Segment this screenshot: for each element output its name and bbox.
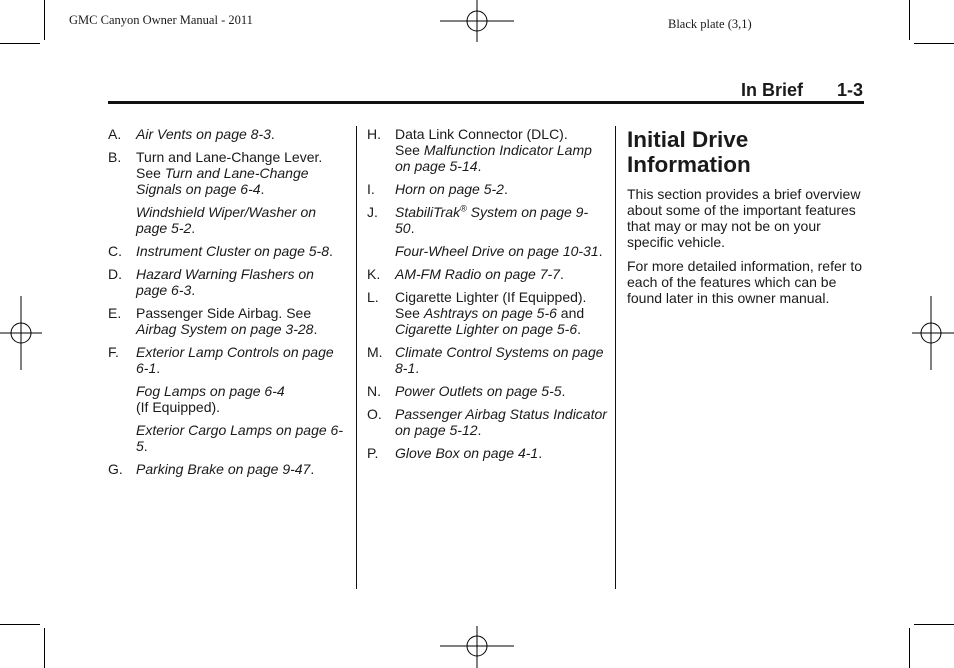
plate-label: Black plate (3,1)	[668, 17, 752, 31]
page-reference: Exterior Lamp Controls on page 6-1	[136, 344, 334, 376]
column-divider	[356, 126, 357, 589]
section-title: Initial Drive Information	[627, 127, 751, 177]
page-reference: Four-Wheel Drive on page 10-31	[395, 243, 599, 259]
crop-mark	[44, 628, 45, 668]
page-reference: Windshield Wiper/Washer on page 5-2	[136, 204, 317, 236]
crop-mark	[44, 0, 45, 40]
legend-item-d: D. Hazard Warning Flashers on page 6-3.	[108, 266, 314, 298]
crop-mark	[0, 43, 40, 44]
page-reference: Glove Box on page 4-1	[395, 445, 539, 461]
legend-item-n: N. Power Outlets on page 5-5.	[367, 383, 566, 399]
section-header	[741, 80, 863, 101]
registration-mark-icon	[440, 0, 514, 42]
crop-mark	[909, 628, 910, 668]
legend-item-j: J. StabiliTrak® System on page 9-50.	[367, 203, 589, 236]
crop-mark	[909, 0, 910, 40]
intro-column	[627, 127, 865, 314]
page-reference: Air Vents on page 8-3	[136, 126, 271, 142]
column-divider	[615, 126, 616, 589]
page-reference: Exterior Cargo Lamps on page 6-5	[136, 422, 343, 454]
legend-item-g: G. Parking Brake on page 9-47.	[108, 461, 315, 477]
legend-column-2	[367, 126, 607, 468]
legend-item-k: K. AM-FM Radio on page 7-7.	[367, 266, 564, 282]
legend-item-i: I. Horn on page 5-2.	[367, 181, 508, 197]
crop-mark	[914, 624, 954, 625]
crop-mark	[0, 624, 40, 625]
legend-item-f-extra-2: Exterior Cargo Lamps on page 6-5.	[136, 422, 343, 454]
intro-paragraph: This section provides a brief overview about some of the important features that may or may not be on your specific vehicle.	[627, 186, 861, 250]
page-reference: Malfunction Indicator Lamp on page 5-14	[395, 142, 592, 174]
legend-item-b-extra: Windshield Wiper/Washer on page 5-2.	[136, 204, 317, 236]
legend-item-p: P. Glove Box on page 4-1.	[367, 445, 543, 461]
section-name: In Brief	[740, 80, 803, 100]
page-reference: Power Outlets on page 5-5	[395, 383, 562, 399]
page-reference: StabiliTrak® System on page 9-50	[395, 203, 589, 236]
legend-item-a: A. Air Vents on page 8-3.	[108, 126, 275, 142]
legend-item-e: E. Passenger Side Airbag. See Airbag System on page 3-28.	[108, 305, 318, 337]
page-reference: Parking Brake on page 9-47	[136, 461, 311, 477]
manual-title: GMC Canyon Owner Manual - 2011	[69, 13, 253, 27]
page-reference: Hazard Warning Flashers on page 6-3	[136, 266, 314, 298]
legend-column-1	[108, 126, 348, 484]
page-reference: AM-FM Radio on page 7-7	[395, 266, 560, 282]
legend-item-f: F. Exterior Lamp Controls on page 6-1.	[108, 344, 334, 376]
legend-item-c: C. Instrument Cluster on page 5-8.	[108, 243, 333, 259]
registration-mark-icon	[912, 296, 954, 370]
legend-item-m: M. Climate Control Systems on page 8-1.	[367, 344, 604, 376]
page-reference: Passenger Airbag Status Indicator on page 5-12	[395, 406, 607, 438]
legend-item-h: H. Data Link Connector (DLC). See Malfunction Indicator Lamp on page 5-14.	[367, 126, 592, 174]
page-reference: Turn and Lane-Change Signals on page 6-4	[136, 165, 309, 197]
page-reference: Ashtrays on page 5-6	[423, 305, 557, 321]
page-reference: Cigarette Lighter on page 5-6	[395, 321, 578, 337]
page-reference: Airbag System on page 3-28	[136, 321, 314, 337]
crop-mark	[914, 43, 954, 44]
page-reference: Climate Control Systems on page 8-1	[395, 344, 604, 376]
registration-mark-icon	[0, 296, 42, 370]
registration-mark-icon	[440, 626, 514, 668]
reference-paragraph: For more detailed information, refer to each of the features which can be found later in this owner manual.	[627, 258, 862, 306]
page-reference: Horn on page 5-2	[395, 181, 504, 197]
legend-item-b: B. Turn and Lane-Change Lever. See Turn and Lane-Change Signals on page 6-4.	[108, 149, 323, 197]
page-number: 1-3	[836, 80, 863, 100]
header-rule	[108, 101, 864, 104]
legend-item-j-extra: Four-Wheel Drive on page 10-31.	[395, 243, 603, 259]
legend-item-o: O. Passenger Airbag Status Indicator on page 5-12.	[367, 406, 607, 438]
page-reference: Instrument Cluster on page 5-8	[136, 243, 329, 259]
page-reference: Fog Lamps on page 6-4	[136, 383, 285, 399]
legend-item-l: L. Cigarette Lighter (If Equipped). See Ashtrays on page 5-6 and Cigarette Lighter on page 5-6.	[367, 289, 587, 337]
legend-item-f-extra-1: Fog Lamps on page 6-4 (If Equipped).	[136, 383, 285, 415]
